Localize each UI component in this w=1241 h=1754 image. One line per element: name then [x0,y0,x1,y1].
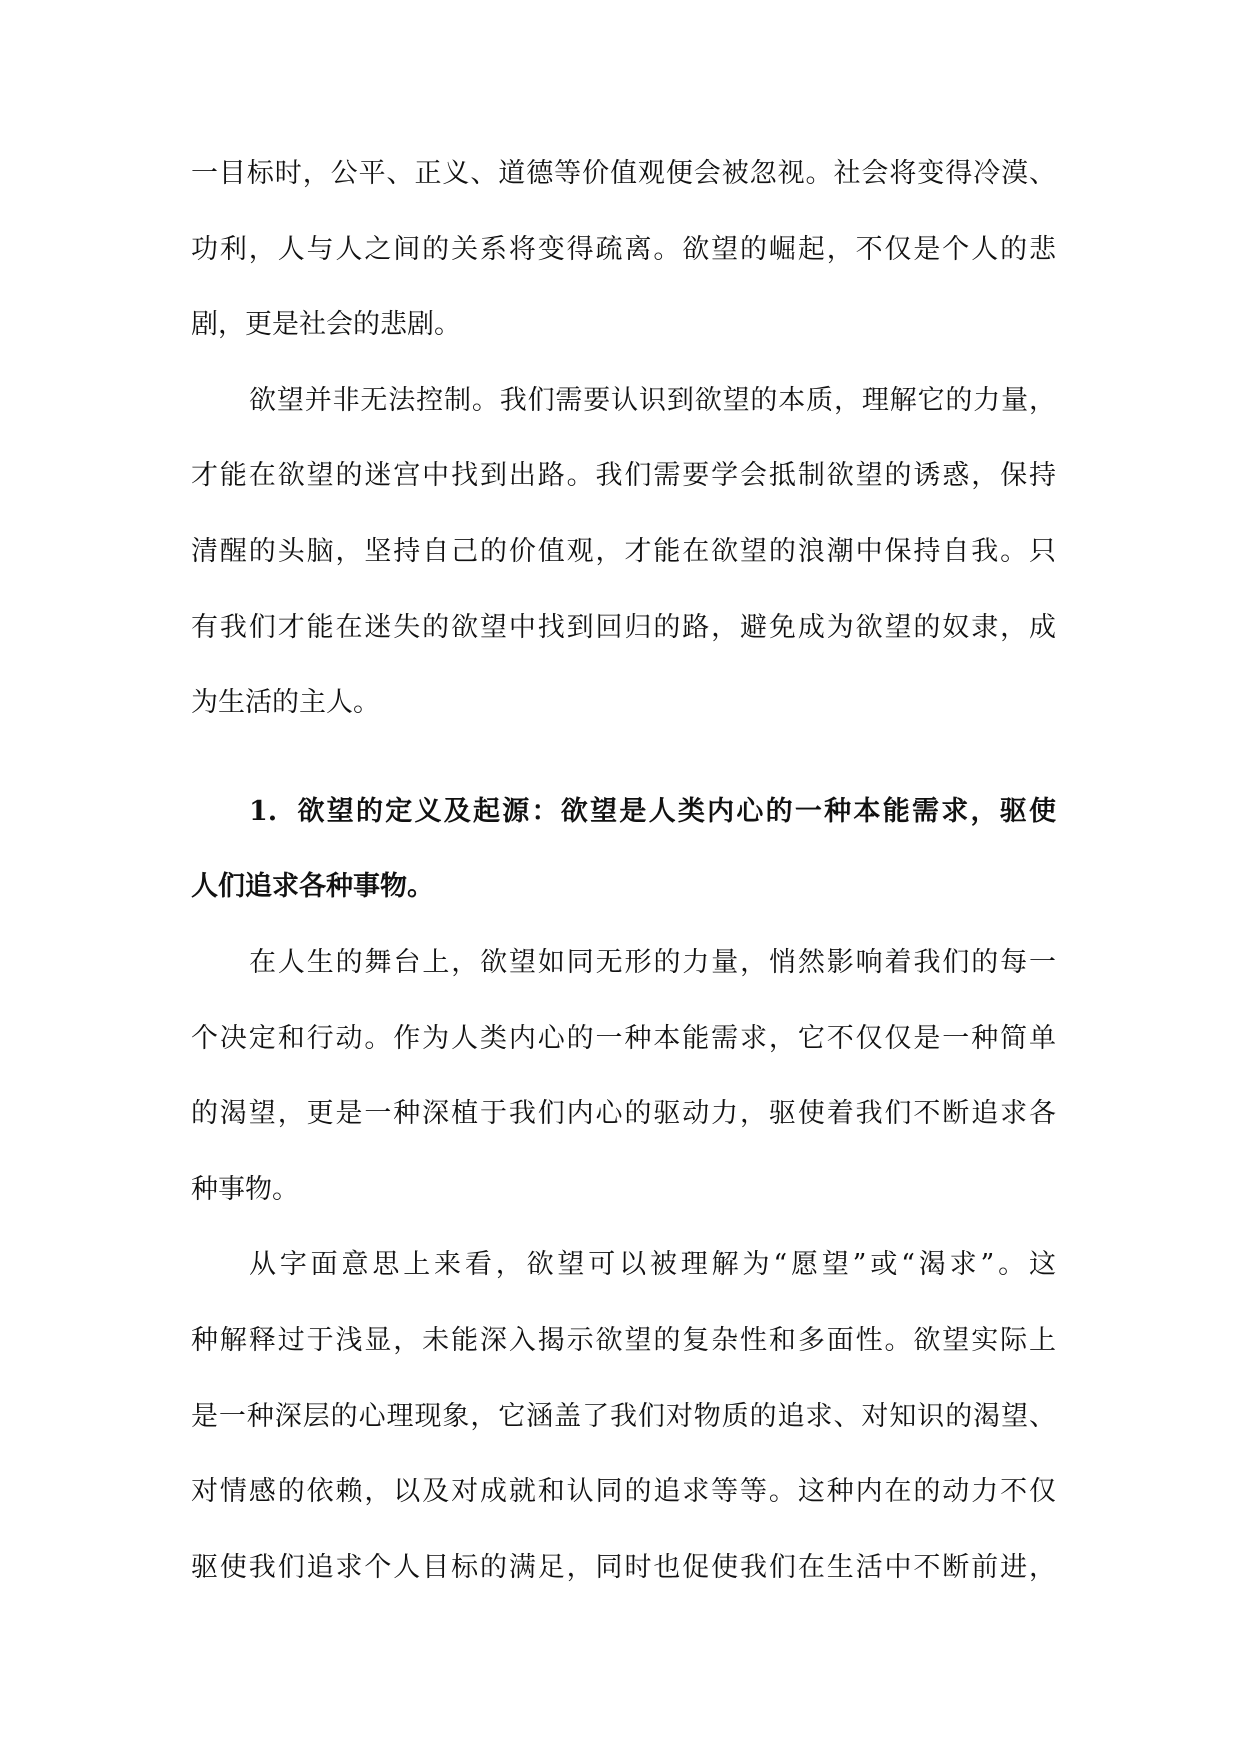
paragraph [191,925,1056,1227]
text-line: 的渴望，更是一种深植于我们内心的驱动力，驱使着我们不断追求各 [191,1098,1056,1130]
text-line: 种事物。 [191,1173,299,1205]
text-line: 是一种深层的心理现象，它涵盖了我们对物质的追求、对知识的渴望、 [191,1400,1056,1432]
text-line: 驱使我们追求个人目标的满足，同时也促使我们在生活中不断前进， [191,1551,1056,1583]
text-line: 才能在欲望的迷宫中找到出路。我们需要学会抵制欲望的诱惑，保持 [191,460,1056,492]
text-line: 剧，更是社会的悲剧。 [191,309,461,341]
text-line: 清醒的头脑，坚持自己的价值观，才能在欲望的浪潮中保持自我。只 [191,535,1056,567]
text-line: 在人生的舞台上，欲望如同无形的力量，悄然影响着我们的每一 [249,946,1056,978]
text-line: 欲望并非无法控制。我们需要认识到欲望的本质，理解它的力量， [249,384,1056,416]
text-line: 种解释过于浅显，未能深入揭示欲望的复杂性和多面性。欲望实际上 [191,1324,1056,1356]
heading-line: 人们追求各种事物。 [191,871,434,903]
text-line: 对情感的依赖，以及对成就和认同的追求等等。这种内在的动力不仅 [191,1476,1056,1508]
paragraph-continued [191,136,1056,363]
paragraph [191,1227,1056,1605]
text-line: 一目标时，公平、正义、道德等价值观便会被忽视。社会将变得冷漠、 [191,158,1056,189]
paragraph [191,363,1056,741]
heading-line [191,774,1056,850]
heading-text: 欲望的定义及起源：欲望是人类内心的一种本能需求，驱使 [295,795,1056,827]
heading-number: 1. [249,795,278,827]
text-line: 为生活的主人。 [191,687,380,719]
text-line: 功利，人与人之间的关系将变得疏离。欲望的崛起，不仅是个人的悲 [191,233,1056,265]
document-body [191,136,1056,1605]
text-line: 从字面意思上来看，欲望可以被理解为“愿望”或“渴求”。这 [249,1249,1056,1281]
text-line: 个决定和行动。作为人类内心的一种本能需求，它不仅仅是一种简单 [191,1022,1056,1054]
text-line: 有我们才能在迷失的欲望中找到回归的路，避免成为欲望的奴隶，成 [191,611,1056,643]
section-heading [191,774,1056,925]
